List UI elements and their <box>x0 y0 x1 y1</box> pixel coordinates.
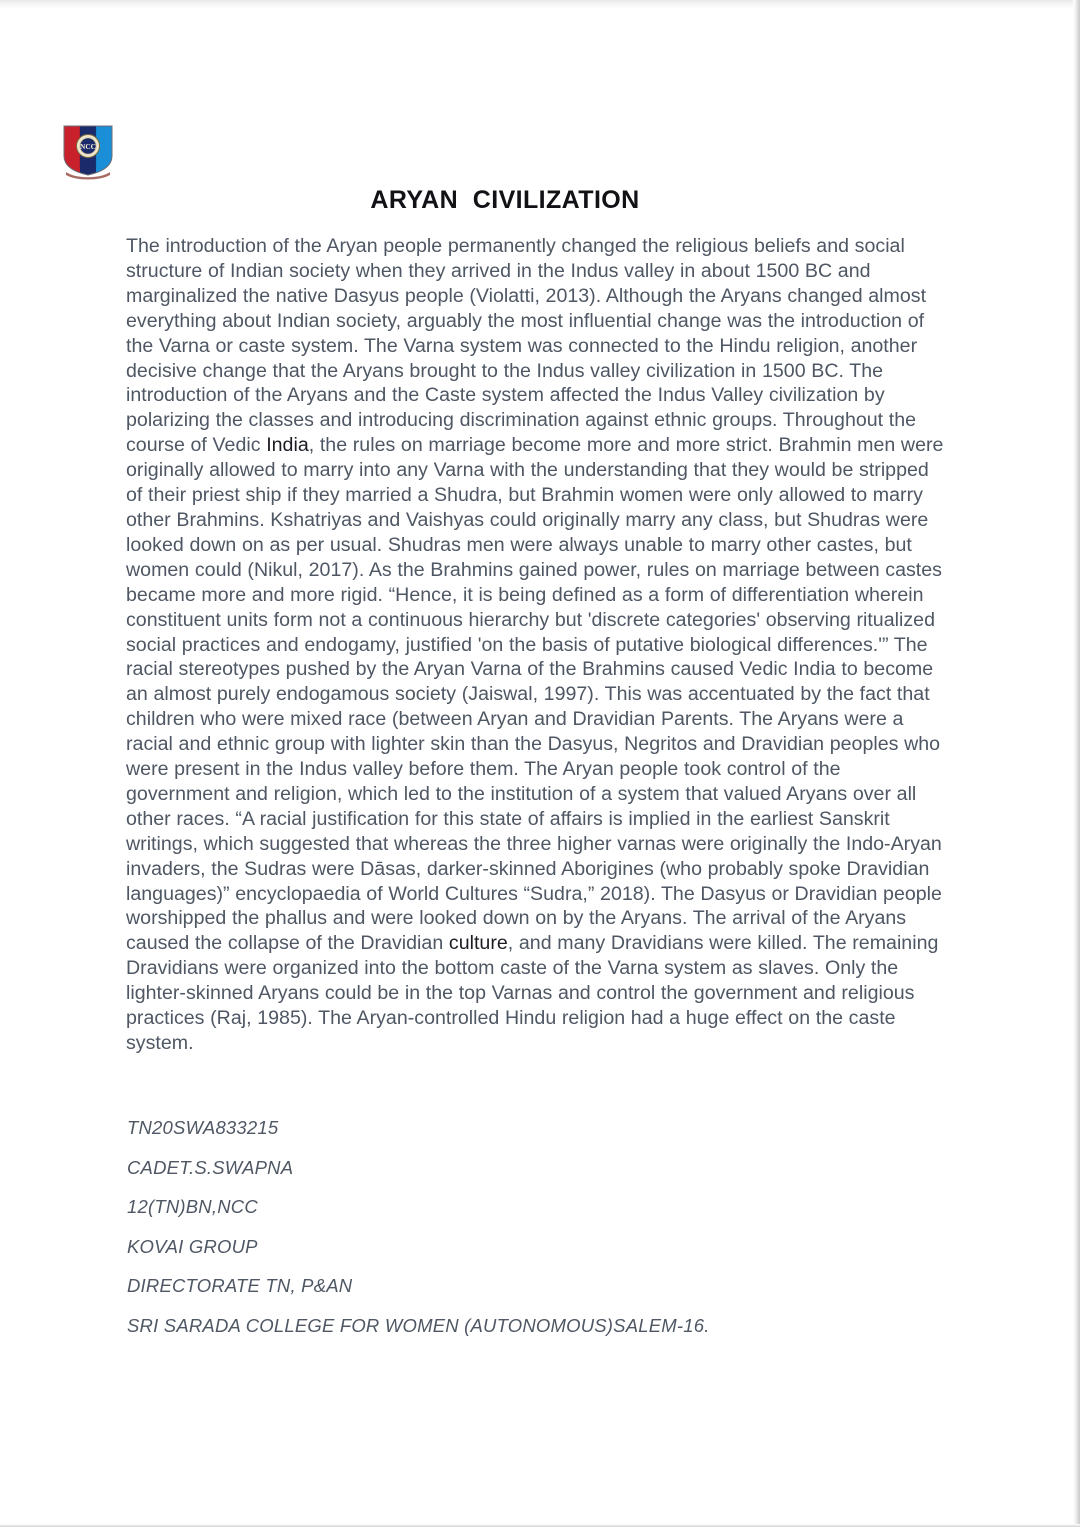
signature-block <box>127 1108 947 1345</box>
body-text-segment-1: The introduction of the Aryan people permanently changed the religious beliefs and social structure of Indian society when they arrived in the Indus valley in about 1500 BC and marginalized the native Dasyus people (Violatti, 2013). Although the Aryans changed almost everything about Indian society, arguably the most influential change was the introduction of the Varna or caste system. The Varna system was connected to the Hindu religion, another decisive change that the Aryans brought to the Indus valley civilization in 1500 BC. The introduction of the Aryans and the Caste system affected the Indus Valley civilization by polarizing the classes and introducing discrimination against ethnic groups. Throughout the course of Vedic <box>126 235 927 457</box>
body-paragraph <box>126 234 946 1056</box>
signature-line-battalion: 12(TN)BN,NCC <box>127 1196 258 1217</box>
signature-line-institution: SRI SARADA COLLEGE FOR WOMEN (AUTONOMOUS)SALEM-16. <box>127 1314 710 1336</box>
emphasized-word-india: India <box>266 434 309 457</box>
page-right-shadow <box>1073 0 1080 1527</box>
signature-line-group: KOVAI GROUP <box>127 1235 258 1257</box>
body-text-segment-3: , and many Dravidians were killed. The remaining Dravidians were organized into the bottom caste of the Varna system as slaves. Only the lighter-skinned Aryans could be in the top Varnas and control the government and religious practices (Raj, 1985). The Aryan-controlled Hindu religion had a huge effect on the caste system. <box>126 932 939 1054</box>
ncc-emblem-icon <box>58 122 118 180</box>
signature-line-cadet-name: CADET.S.SWAPNA <box>127 1156 294 1178</box>
signature-line-directorate: DIRECTORATE TN, P&AN <box>127 1275 353 1296</box>
body-text-segment-2: , the rules on marriage become more and more strict. Brahmin men were originally allowed to marry into any Varna with the understanding that they would be stripped of their priest ship if they married a Shudra, but Brahmin women were only allowed to marry other Brahmins. Kshatriyas and Vaishyas could originally marry any class, but Shudras were looked down on as per usual. Shudras men were always unable to marry other castes, but women could (Nikul, 2017). As the Brahmins gained power, rules on marriage between castes became more and more rigid. “Hence, it is being defined as a form of differentiation wherein constituent units form not a continuous hierarchy but 'discrete categories' observing ritualized social practices and endogamy, justified 'on the basis of putative biological differences.'” The racial stereotypes pushed by the Aryan Varna of the Brahmins caused Vedic India to become an almost purely endogamous society (Jaiswal, 1997). This was accentuated by the fact that children who were mixed race (between Aryan and Dravidian Parents. The Aryans were a racial and ethnic group with lighter skin than the Dasyus, Negritos and Dravidian peoples who were present in the Indus valley before them. The Aryan people took control of the government and religion, which led to the institution of a system that valued Aryans over all other races. “A racial justification for this state of affairs is implied in the earliest Sanskrit writings, which suggested that whereas the three higher varnas were originally the Indo-Aryan invaders, the Sudras were Dāsas, darker-skinned Aborigines (who probably spoke Dravidian languages)” encyclopaedia of World Cultures “Sudra,” 2018). The Dasyus or Dravidian people worshipped the phallus and were looked down on by the Aryans. The arrival of the Aryans caused the collapse of the Dravidian <box>126 434 944 955</box>
emphasized-word-culture: culture <box>448 932 508 955</box>
signature-line-regimental-number: TN20SWA833215 <box>127 1117 279 1138</box>
page-top-shadow <box>0 0 1080 9</box>
svg-text:NCC: NCC <box>79 142 97 151</box>
page-title: ARYAN CIVILIZATION <box>370 186 640 214</box>
document-body <box>126 234 946 1056</box>
